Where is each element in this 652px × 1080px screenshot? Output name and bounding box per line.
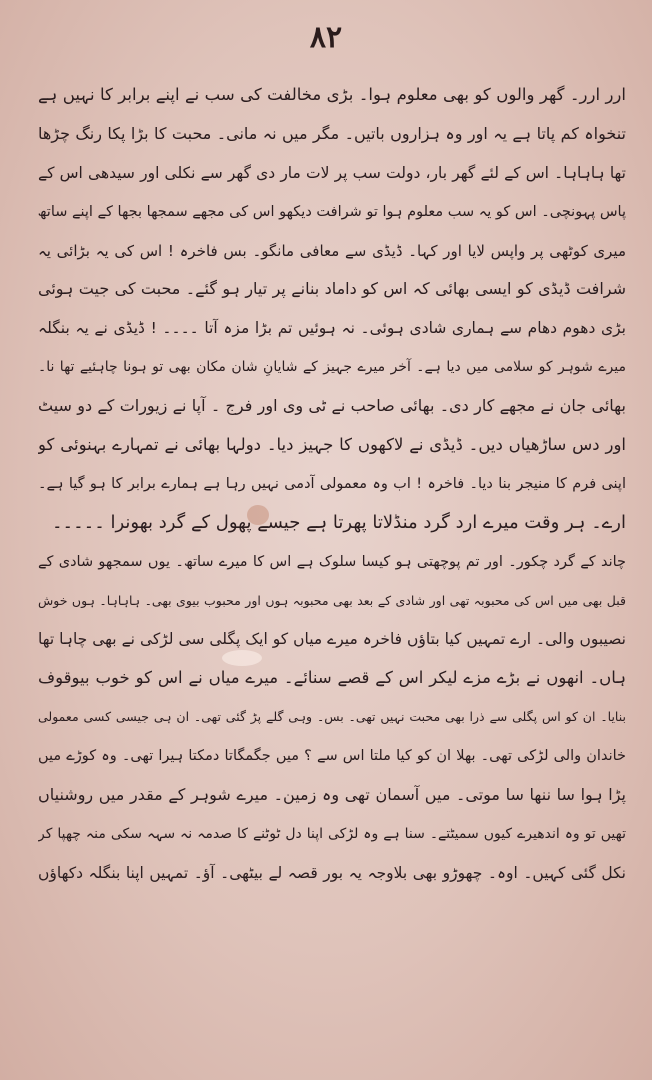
text-line: نصیبوں والی۔ ارے تمہیں کیا بتاؤں فاخرہ میرے میاں کو ایک پگلی سی لڑکی نے بھی چاہا تھا bbox=[38, 630, 626, 649]
text-line: تھا ہاہاہا۔ اس کے لئے گھر بار، دولت سب پر لات مار دی گھر سے نکلی اور سیدھی اس کے bbox=[38, 163, 626, 182]
text-line: اپنی فرم کا منیجر بنا دیا۔ فاخرہ ! اب وہ معمولی آدمی نہیں رہا ہے ہمارے برابر کا ہو گیا ہے۔ bbox=[38, 475, 626, 492]
text-line: بنایا۔ ان کو اس پگلی سے ذرا بھی محبت نہیں تھی۔ بس۔ وہی گلے پڑ گئی تھی۔ ان ہی جیسی کسی معمولی bbox=[38, 709, 626, 725]
text-line: اور دس ساڑھیاں دیں۔ ڈیڈی نے لاکھوں کا جہیز دیا۔ دولہا بھائی نے تمہارے بہنوئی کو bbox=[38, 435, 626, 455]
text-line: تھیں تو وہ اندھیرے کیوں سمیٹتے۔ سنا ہے وہ لڑکی اپنا دل ٹوٹنے کا صدمہ نہ سہہ سکی منہ چھپا کر bbox=[38, 825, 626, 842]
text-line: میرے شوہر کو سلامی میں دیا ہے۔ آخر میرے جہیز کے شایانِ شان مکان بھی تو ہونا چاہئیے تھا نا۔ bbox=[38, 359, 626, 376]
text-line: ہاں۔ انھوں نے بڑے مزے لیکر اس کے قصے سنائے۔ میرے میاں نے اس کو خوب بیوقوف bbox=[38, 668, 626, 688]
text-line: بڑی دھوم دھام سے ہماری شادی ہوئی۔ نہ ہوئیں تم بڑا مزہ آتا ۔۔۔۔ ! ڈیڈی نے یہ بنگلہ bbox=[38, 319, 626, 338]
page-number: ۸۲ bbox=[309, 20, 343, 55]
text-line: میری کوٹھی پر واپس لایا اور کہا۔ ڈیڈی سے معافی مانگو۔ بس فاخرہ ! اس کی یہ بڑائی یہ bbox=[38, 241, 626, 260]
body-text bbox=[38, 76, 626, 893]
text-line: قبل بھی میں اس کی محبوبہ تھی اور شادی کے بعد بھی محبوبہ ہوں اور محبوب بیوی بھی۔ ہاہاہا۔ ہوں خوش bbox=[38, 592, 626, 608]
text-line: چاند کے گرد چکور۔ اور تم پوچھتی ہو کیسا سلوک ہے اس کا میرے ساتھ۔ یوں سمجھو شادی کے bbox=[38, 553, 626, 570]
text-line: ارر ارر۔ گھر والوں کو بھی معلوم ہوا۔ بڑی مخالفت کی سب نے اپنے برابر کا نہیں ہے bbox=[38, 85, 626, 104]
text-line: بھائی جان نے مجھے کار دی۔ بھائی صاحب نے ٹی وی اور فرج ۔ آپا نے زیورات کے دو سیٹ bbox=[38, 396, 626, 416]
text-line: پڑا ہوا سا ننھا سا موتی۔ میں آسمان تھی وہ زمین۔ میرے شوہر کے مقدر میں روشنیاں bbox=[38, 785, 626, 805]
text-line: شرافت ڈیڈی کو ایسی بھائی کہ اس کو داماد بنانے پر تیار ہو گئے۔ محبت کی جیت ہوئی bbox=[38, 279, 626, 299]
text-line: پاس پہونچی۔ اس کو یہ سب معلوم ہوا تو شرافت دیکھو اس کی مجھے سمجھا بجھا کے اپنے ساتھ bbox=[38, 203, 626, 220]
text-line: ارے۔ ہر وقت میرے ارد گرد منڈلاتا پھرتا ہے جیسے پھول کے گرد بھونرا ۔۔۔۔۔ bbox=[52, 511, 626, 533]
text-line: نکل گئی کہیں۔ اوہ۔ چھوڑو بھی بلاوجہ یہ بور قصہ لے بیٹھی۔ آؤ۔ تمہیں اپنا بنگلہ دکھاؤں bbox=[38, 863, 626, 882]
text-line: خاندان والی لڑکی تھی۔ بھلا ان کو کیا ملتا اس سے ؟ میں جگمگاتا دمکتا ہیرا تھی۔ وہ کوڑے میں bbox=[38, 748, 626, 765]
text-line: تنخواہ کم پاتا ہے یہ اور وہ ہزاروں باتیں۔ مگر میں نہ مانی۔ محبت کا بڑا پکا رنگ چڑھا bbox=[38, 123, 626, 143]
